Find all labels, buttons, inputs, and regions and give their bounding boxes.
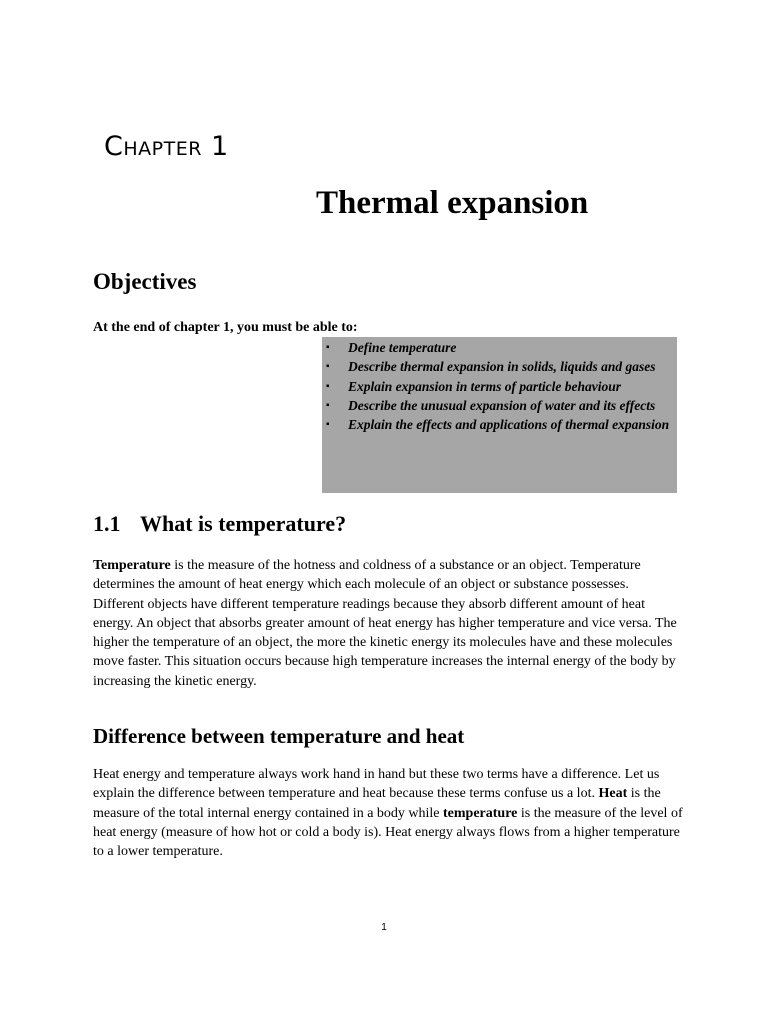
square-bullet-icon: ▪	[326, 361, 330, 373]
objective-item	[322, 338, 677, 357]
temperature-paragraph	[93, 556, 683, 691]
square-bullet-icon: ▪	[326, 380, 330, 392]
chapter-title: Thermal expansion	[316, 185, 589, 221]
paragraph-text: is the measure of the hotness and coldness of a substance or an object. Temperature determines the amount of heat energy which each molecule of an object or substance possesses. Different objects have different temperature readings because they absorb different amount of heat energy. An object that absorbs greater amount of heat energy has higher temperature and vice versa. The higher the temperature of an object, the more the kinetic energy its molecules have and these molecules move faster. This situation occurs because high temperature increases the internal energy of the body by increasing the kinetic energy.	[93, 558, 677, 689]
difference-heading: Difference between temperature and heat	[93, 724, 465, 748]
objective-text: Describe the unusual expansion of water and its effects	[348, 397, 656, 413]
objective-text: Describe thermal expansion in solids, liquids and gases	[348, 359, 656, 375]
square-bullet-icon: ▪	[326, 419, 330, 431]
page-number: 1	[381, 922, 387, 933]
term-heat: Heat	[598, 786, 628, 802]
objective-item	[322, 377, 677, 396]
objective-text: Explain the effects and applications of thermal expansion	[348, 417, 670, 433]
square-bullet-icon: ▪	[326, 342, 330, 353]
objective-text: Explain expansion in terms of particle behaviour	[348, 378, 622, 394]
objective-text: Define temperature	[348, 340, 457, 355]
term-temperature-inline: temperature	[443, 805, 518, 821]
objectives-box	[322, 337, 677, 493]
difference-paragraph	[93, 765, 683, 861]
objectives-heading: Objectives	[93, 269, 197, 294]
section-number: 1.1	[93, 511, 121, 536]
square-bullet-icon: ▪	[326, 399, 330, 411]
paragraph-text-2: is the measure of the total internal energy contained in a body while	[93, 786, 661, 821]
paragraph-text-1: Heat energy and temperature always work hand in hand but these two terms have a difference. Let us explain the difference between temperature and heat because these terms confuse us a lot.	[93, 767, 660, 802]
objective-item	[322, 396, 677, 415]
objective-item	[322, 415, 677, 434]
paragraph-text-3: is the measure of the level of heat energy (measure of how hot or cold a body is). Heat energy always flows from a higher temperature to a lower temperature.	[93, 805, 683, 860]
objective-item	[322, 357, 677, 376]
objectives-intro: At the end of chapter 1, you must be able to:	[93, 320, 358, 335]
term-temperature: Temperature	[93, 558, 171, 573]
section-heading	[93, 511, 346, 537]
objectives-list	[322, 338, 677, 434]
section-title: What is temperature?	[140, 511, 347, 536]
chapter-label: Chapter 1	[104, 131, 229, 162]
